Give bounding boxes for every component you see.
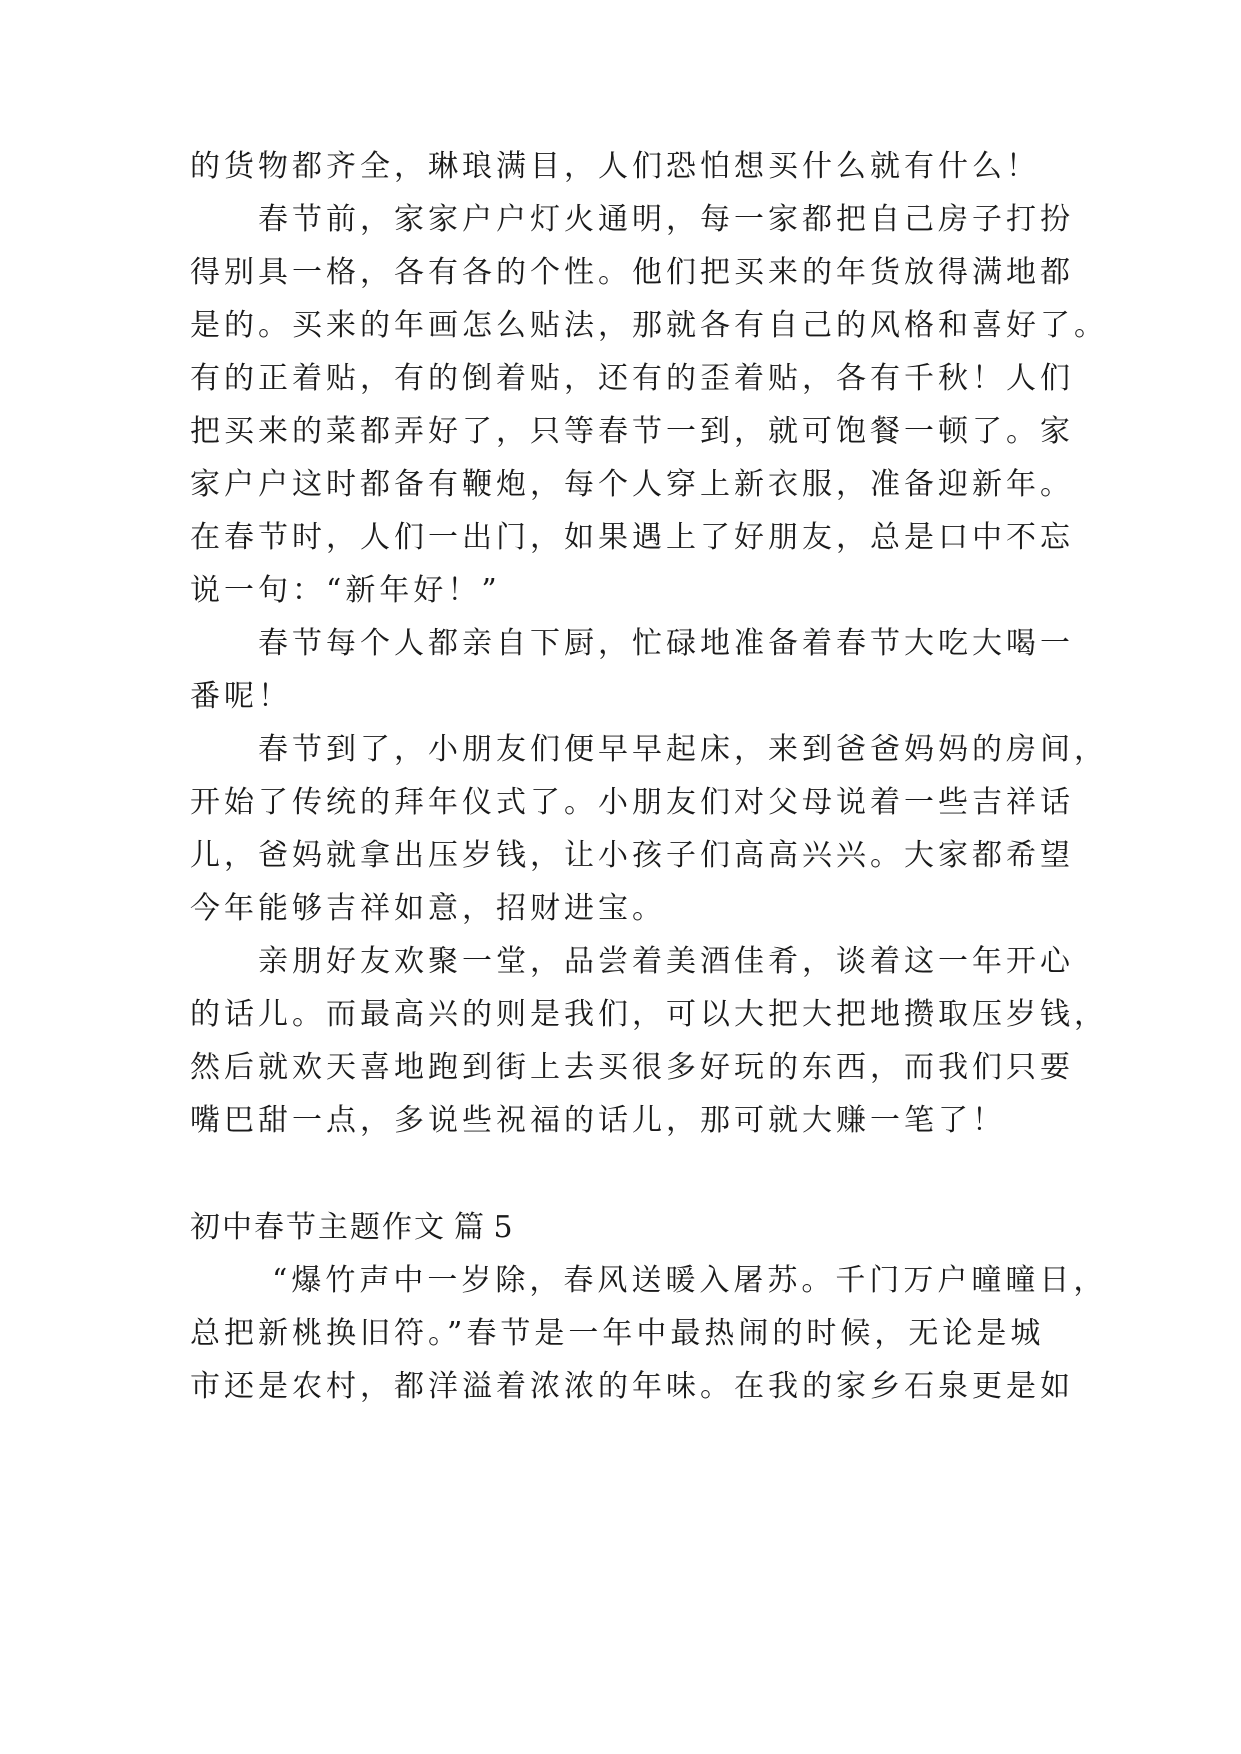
paragraph-line: 春节到了，小朋友们便早早起床，来到爸爸妈妈的房间， <box>258 732 1108 767</box>
paragraph-line: 的话儿。而最高兴的则是我们，可以大把大把地攒取压岁钱， <box>190 997 1108 1032</box>
paragraph-line: 亲朋好友欢聚一堂，品尝着美酒佳肴，谈着这一年开心 <box>258 944 1074 979</box>
paragraph-line: 今年能够吉祥如意，招财进宝。 <box>190 891 666 926</box>
paragraph-line: 然后就欢天喜地跑到街上去买很多好玩的东西，而我们只要 <box>190 1050 1074 1085</box>
paragraph-line: 总把新桃换旧符。”春节是一年中最热闹的时候，无论是城 <box>190 1316 1045 1351</box>
paragraph-line: 嘴巴甜一点，多说些祝福的话儿，那可就大赚一笔了！ <box>190 1103 1006 1138</box>
paragraph-line: 番呢！ <box>190 679 292 714</box>
section-heading <box>190 1208 513 1248</box>
section-heading-number: 篇 5 <box>454 1210 513 1245</box>
paragraph-line: 春节前，家家户户灯火通明，每一家都把自己房子打扮 <box>258 202 1074 237</box>
paragraph-line: 得别具一格，各有各的个性。他们把买来的年货放得满地都 <box>190 255 1074 290</box>
paragraph-line: 说一句：“新年好！” <box>190 573 501 608</box>
paragraph-line: 把买来的菜都弄好了，只等春节一到，就可饱餐一顿了。家 <box>190 414 1074 449</box>
paragraph-line: 在春节时，人们一出门，如果遇上了好朋友，总是口中不忘 <box>190 520 1074 555</box>
paragraph-line: 的货物都齐全，琳琅满目，人们恐怕想买什么就有什么！ <box>190 149 1040 184</box>
section-heading-title: 初中春节主题作文 <box>190 1210 446 1245</box>
paragraph-line: 开始了传统的拜年仪式了。小朋友们对父母说着一些吉祥话 <box>190 785 1074 820</box>
paragraph-line: 春节每个人都亲自下厨，忙碌地准备着春节大吃大喝一 <box>258 626 1074 661</box>
paragraph-line: 家户户这时都备有鞭炮，每个人穿上新衣服，准备迎新年。 <box>190 467 1074 502</box>
paragraph-line: 是的。买来的年画怎么贴法，那就各有自己的风格和喜好了。 <box>190 308 1108 343</box>
paragraph-line: 儿，爸妈就拿出压岁钱，让小孩子们高高兴兴。大家都希望 <box>190 838 1074 873</box>
paragraph-line: “爆竹声中一岁除，春风送暖入屠苏。千门万户曈曈日， <box>272 1263 1108 1298</box>
paragraph-line: 市还是农村，都洋溢着浓浓的年味。在我的家乡石泉更是如 <box>190 1369 1074 1404</box>
paragraph-line: 有的正着贴，有的倒着贴，还有的歪着贴，各有千秋！人们 <box>190 361 1074 396</box>
